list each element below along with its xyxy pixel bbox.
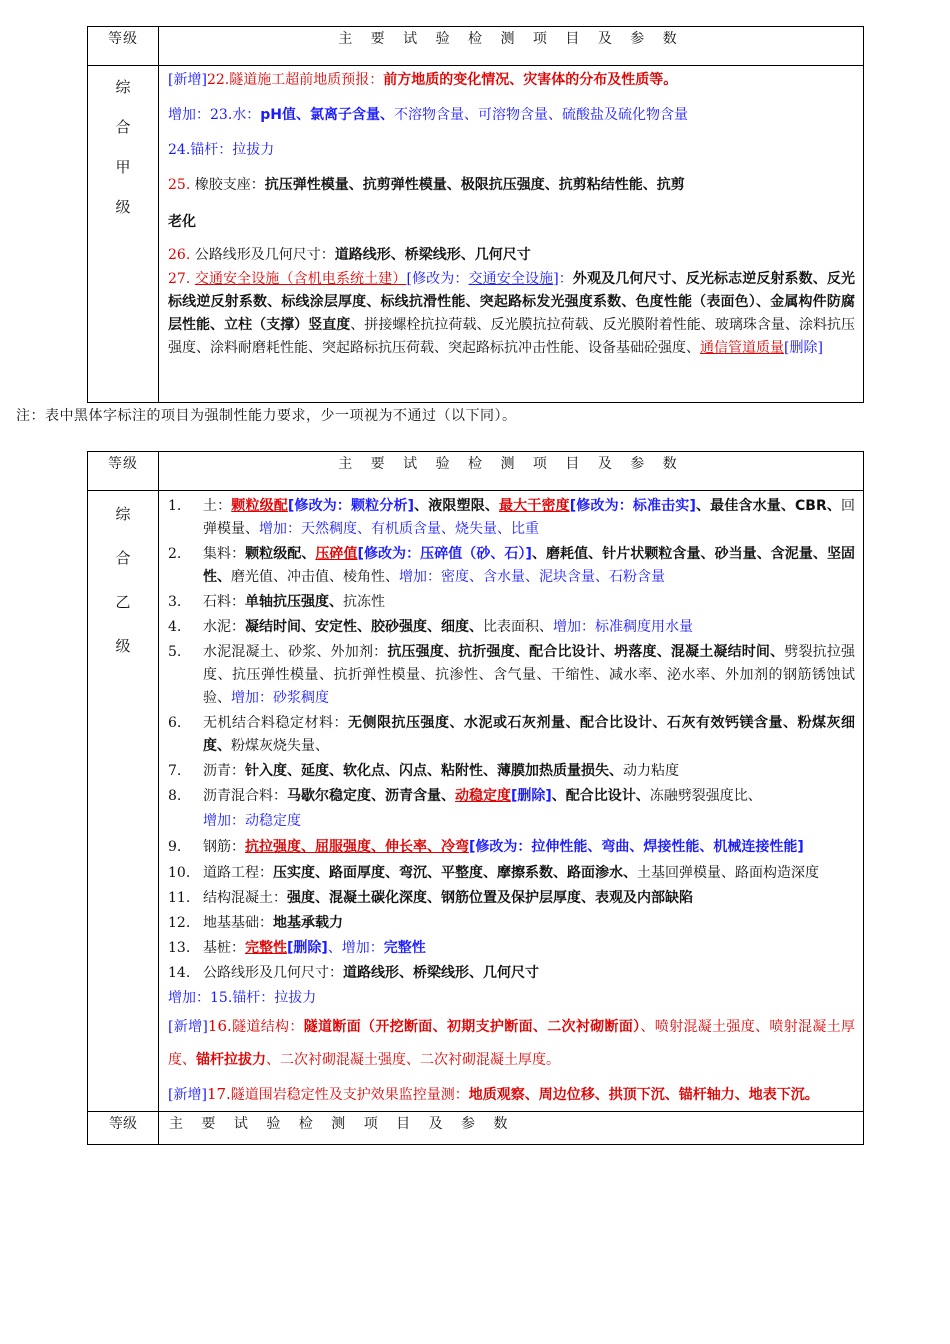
- level-char: 综: [115, 505, 131, 523]
- item-label: 石料：: [203, 594, 245, 610]
- level-char: 综: [115, 78, 131, 96]
- item-mod: [修改为：拉伸性能、弯曲、焊接性能、机械连接性能]: [469, 839, 804, 855]
- item-num: 26.: [168, 247, 191, 263]
- item-normal: 不溶物含量、可溶物含量、硫酸盐及硫化物含量: [394, 107, 689, 123]
- table-row: [88, 491, 864, 1112]
- item-13: [168, 937, 855, 960]
- item-5: [168, 641, 855, 710]
- header-level: 等级: [88, 452, 159, 491]
- item-label: 沥青混合料：: [203, 788, 287, 804]
- item-25-cont: 老化: [168, 214, 196, 230]
- item-num: 8.: [168, 788, 182, 804]
- item-num: 5.: [168, 644, 182, 660]
- item-normal: 比表面积、: [483, 619, 553, 635]
- item-mod: [修改为：: [406, 271, 469, 287]
- item-added: 增加：天然稠度、有机质含量、烧失量、比重: [259, 521, 539, 537]
- item-25: [168, 174, 855, 197]
- item-1: [168, 495, 855, 541]
- table-row: [88, 66, 864, 403]
- item-num: 9.: [168, 839, 182, 855]
- item-bold: 、配合比设计、: [551, 788, 650, 804]
- item-normal: 回弹模量、: [203, 498, 856, 537]
- header-params: 主 要 试 验 检 测 项 目 及 参 数: [159, 452, 864, 491]
- new-tag: [新增]: [168, 1019, 208, 1035]
- item-bold: 抗压强度、抗折强度、配合比设计、坍落度、混凝土凝结时间、: [387, 644, 785, 660]
- item-bold: 隧道断面（开挖断面、初期支护断面、二次衬砌断面）: [303, 1019, 641, 1035]
- item-22: [168, 69, 855, 92]
- item-label: 地基基础：: [203, 915, 273, 931]
- item-added: 、增加：: [327, 940, 384, 956]
- item-27: [168, 268, 855, 360]
- item-mod: [修改为：压碎值（砂、石）]: [357, 546, 532, 562]
- item-bold: 前方地质的变化情况、灾害体的分布及性质等。: [383, 72, 678, 88]
- item-num: 12.: [168, 915, 191, 931]
- header-params: 主 要 试 验 检 测 项 目 及 参 数: [159, 27, 864, 66]
- item-added: 增加：密度、含水量、泥块含量、石粉含量: [399, 569, 665, 585]
- item-label: 公路线形及几何尺寸：: [194, 247, 335, 263]
- table-header-row: [88, 452, 864, 491]
- item-mod: ]：: [553, 271, 573, 287]
- item-num: 2.: [168, 546, 182, 562]
- item-24: 24.锚杆：拉拔力: [168, 142, 275, 158]
- item-added: 增加：动稳定度: [203, 813, 301, 829]
- item-bold: 锚杆拉拔力: [196, 1052, 266, 1068]
- item-9: [168, 836, 855, 859]
- item-num: 7.: [168, 763, 182, 779]
- item-text: [203, 862, 855, 885]
- item-label: 水泥混凝土、砂浆、外加剂：: [203, 644, 388, 660]
- item-label: 水泥：: [203, 619, 245, 635]
- item-bold: 马歇尔稳定度、沥青含量、: [287, 788, 455, 804]
- item-text: [203, 591, 855, 614]
- item-text: [203, 616, 855, 639]
- level-char: 合: [115, 549, 131, 567]
- item-added-bold: 完整性: [383, 940, 426, 956]
- table-header-row: [88, 27, 864, 66]
- item-11: [168, 887, 855, 910]
- item-mod-val: 交通安全设施: [468, 271, 554, 287]
- item-normal: 、二次衬砌混凝土强度、二次衬砌混凝土厚度。: [266, 1052, 560, 1068]
- item-bold: 强度、混凝土碳化深度、钢筋位置及保护层厚度、表观及内部缺陷: [287, 890, 693, 906]
- item-num: 16.: [207, 1017, 232, 1035]
- item-mod: [修改为：标准击实]: [569, 498, 696, 514]
- item-num: 17.: [206, 1085, 231, 1103]
- item-deleted: 完整性: [245, 940, 287, 956]
- level-char: 合: [115, 118, 131, 136]
- footer-level: 等级: [88, 1112, 159, 1145]
- item-label: 隧道围岩稳定性及支护效果监控量测：: [230, 1087, 469, 1103]
- item-text: [203, 712, 855, 758]
- item-normal: 、喷射混凝土强度、喷射混凝土厚度、: [168, 1019, 856, 1068]
- item-deleted: 颗粒级配: [231, 498, 288, 514]
- item-mod: [修改为：颗粒分析]: [287, 498, 414, 514]
- item-normal: 动力粘度: [623, 763, 679, 779]
- item-bold: 凝结时间、安定性、胶砂强度、细度、: [245, 619, 483, 635]
- item-bold: 、磨耗值、针片状颗粒含量、砂当量、含泥量、坚固性、: [203, 546, 855, 585]
- item-label: 公路线形及几何尺寸：: [203, 965, 343, 981]
- item-bold: 道路线形、桥梁线形、几何尺寸: [334, 247, 531, 263]
- item-bold: 抗压弹性模量、抗剪弹性模量、极限抗压强度、抗剪粘结性能、抗剪: [264, 177, 685, 193]
- item-normal: 冻融劈裂强度比、: [649, 788, 762, 804]
- item-text: [203, 760, 855, 783]
- item-15: 增加：15.锚杆：拉拔力: [168, 990, 317, 1006]
- item-normal: 粉煤灰烧失量、: [231, 738, 329, 754]
- item-bold: 、最佳含水量、CBR、: [695, 498, 842, 514]
- item-bold: 地基承载力: [273, 915, 343, 931]
- header-level: 等级: [88, 27, 159, 66]
- item-bold: 颗粒级配、: [245, 546, 316, 562]
- footer-params: 主 要 试 验 检 测 项 目 及 参 数: [159, 1112, 864, 1145]
- item-2: [168, 543, 855, 589]
- item-num: 1.: [168, 498, 182, 514]
- delete-tag: [删除]: [287, 940, 328, 956]
- item-14: [168, 962, 855, 985]
- item-text: [203, 937, 855, 960]
- item-bold: 无侧限抗压强度、水泥或石灰剂量、配合比设计、石灰有效钙镁含量、粉煤灰细度、: [203, 715, 855, 754]
- item-text: [203, 495, 855, 541]
- item-num: 3.: [168, 594, 182, 610]
- item-17: [168, 1083, 855, 1107]
- item-label: 集料：: [203, 546, 246, 562]
- item-16: [168, 1010, 855, 1077]
- item-bold: 单轴抗压强度、: [245, 594, 343, 610]
- level-char: 级: [115, 637, 131, 655]
- level-label-b: [88, 491, 159, 1112]
- item-label: 道路工程：: [203, 865, 273, 881]
- item-label: 无机结合料稳定材料：: [203, 715, 348, 731]
- new-tag: [新增]: [168, 1087, 207, 1103]
- item-num: 10.: [168, 865, 191, 881]
- item-text: [203, 641, 855, 710]
- item-bold: 、液限塑限、: [414, 498, 500, 514]
- item-bold: 外观及几何尺寸、反光标志逆反射系数、反光标线逆反射系数、标线涂层厚度、标线抗滑性能、突起路标发光强度系数、色度性能（表面色）、金属构件防腐层性能、立柱（支撑）竖直度: [168, 271, 856, 333]
- item-label: 橡胶支座：: [194, 177, 265, 193]
- item-deleted: 压碎值: [315, 546, 358, 562]
- item-num: 13.: [168, 940, 191, 956]
- item-normal: 抗冻性: [343, 594, 385, 610]
- item-26: [168, 244, 855, 267]
- level-char: 乙: [115, 593, 131, 611]
- item-added: 增加：标准稠度用水量: [553, 619, 693, 635]
- item-text: [203, 912, 855, 935]
- item-4: [168, 616, 855, 639]
- item-num: 14.: [168, 965, 191, 981]
- level-char: 级: [115, 198, 131, 216]
- item-normal: 劈裂抗拉强度、抗压弹性模量、抗折弹性模量、抗渗性、含气量、干缩性、减水率、泌水率、外加剂的钢筋锈蚀试验、: [203, 644, 856, 706]
- item-num: 6.: [168, 715, 182, 731]
- item-text: [203, 543, 855, 589]
- item-text: [203, 836, 855, 859]
- item-num: 25.: [168, 177, 191, 193]
- item-bold: 地质观察、周边位移、拱顶下沉、锚杆轴力、地表下沉。: [468, 1087, 819, 1103]
- item-bold: pH值、氯离子含量、: [260, 107, 395, 123]
- item-normal: 土基回弹模量、路面构造深度: [637, 865, 819, 881]
- table-comprehensive-b: [87, 451, 864, 1145]
- item-deleted: 抗拉强度、屈服强度、伸长率、冷弯: [245, 839, 469, 855]
- delete-tag: [删除]: [511, 788, 552, 804]
- item-text: [203, 785, 855, 833]
- item-7: [168, 760, 855, 783]
- params-cell-a: [159, 66, 864, 403]
- item-3: [168, 591, 855, 614]
- item-6: [168, 712, 855, 758]
- params-cell-b: [159, 491, 864, 1112]
- item-label: 22.隧道施工超前地质预报：: [206, 72, 384, 88]
- item-bold: 压实度、路面厚度、弯沉、平整度、摩擦系数、路面渗水、: [273, 865, 637, 881]
- item-bold: 针入度、延度、软化点、闪点、粘附性、薄膜加热质量损失、: [245, 763, 623, 779]
- item-num: 27.: [168, 271, 191, 287]
- item-prefix: 增加：23.水：: [168, 107, 261, 123]
- item-num: 4.: [168, 619, 182, 635]
- item-deleted: 通信管道质量: [700, 340, 784, 356]
- delete-tag: [删除]: [784, 340, 823, 356]
- level-label-a: [88, 66, 159, 403]
- level-char: 甲: [115, 158, 131, 176]
- item-label: 结构混凝土：: [203, 890, 287, 906]
- table-footer-row: [88, 1112, 864, 1145]
- new-tag: [新增]: [168, 72, 207, 88]
- item-normal: 、拼接螺栓抗拉荷载、反光膜抗拉荷载、反光膜附着性能、玻璃珠含量、涂料抗压强度、涂料耐磨耗性能、突起路标抗压荷载、突起路标抗冲击性能、设备基础砼强度、: [168, 317, 856, 356]
- item-8: [168, 785, 855, 833]
- item-12: [168, 912, 855, 935]
- item-label: 基桩：: [203, 940, 245, 956]
- item-10: [168, 862, 855, 885]
- item-label: 隧道结构：: [231, 1019, 304, 1035]
- item-23: [168, 104, 855, 127]
- item-added: 增加：砂浆稠度: [231, 690, 329, 706]
- item-text: [203, 962, 855, 985]
- table-note: 注：表中黑体字标注的项目为强制性能力要求，少一项视为不通过（以下同）。: [16, 408, 517, 424]
- item-deleted: 交通安全设施（含机电系统土建）: [194, 271, 407, 287]
- item-label: 钢筋：: [203, 839, 245, 855]
- table-comprehensive-a: [87, 26, 864, 403]
- item-label: 沥青：: [203, 763, 245, 779]
- item-text: [203, 887, 855, 910]
- item-deleted: 最大干密度: [499, 498, 570, 514]
- item-normal: 磨光值、冲击值、棱角性、: [231, 569, 399, 585]
- item-label: 土：: [203, 498, 232, 514]
- item-deleted: 动稳定度: [455, 788, 511, 804]
- item-num: 11.: [168, 890, 191, 906]
- item-bold: 道路线形、桥梁线形、几何尺寸: [343, 965, 539, 981]
